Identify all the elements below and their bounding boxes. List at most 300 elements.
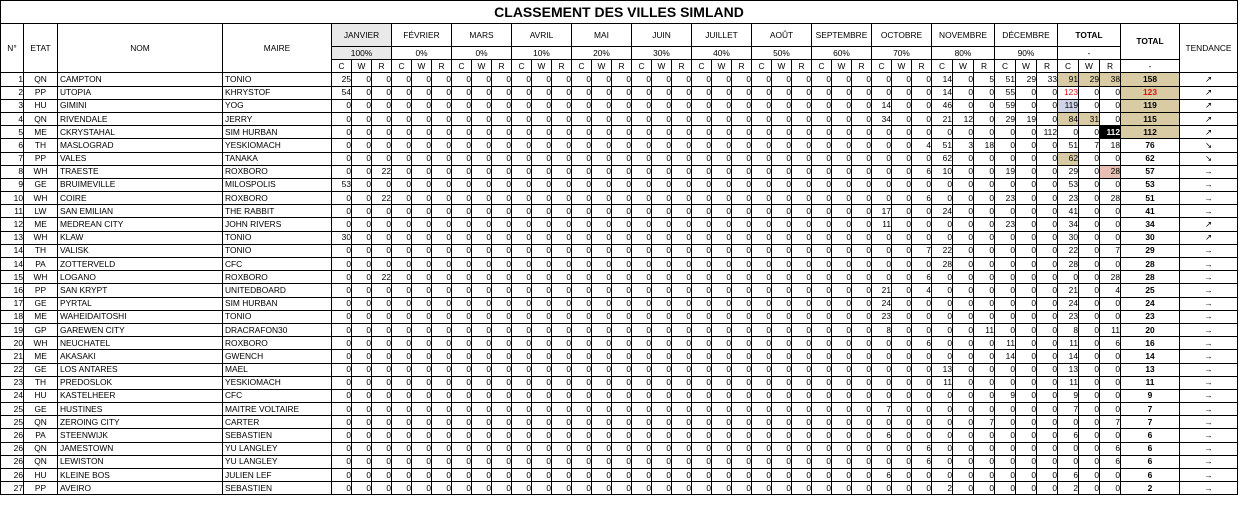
rank-cell[interactable]: 7 bbox=[1, 152, 24, 165]
total-part-cell[interactable]: 91 bbox=[1058, 73, 1079, 86]
score-cell[interactable]: 0 bbox=[332, 205, 352, 218]
score-cell[interactable]: 0 bbox=[632, 231, 652, 244]
sub-header-r[interactable]: R bbox=[492, 60, 512, 73]
score-cell[interactable]: 0 bbox=[632, 376, 652, 389]
score-cell[interactable]: 0 bbox=[892, 455, 912, 468]
sub-header-w[interactable]: W bbox=[352, 60, 372, 73]
score-cell[interactable]: 0 bbox=[932, 178, 953, 191]
score-cell[interactable]: 0 bbox=[532, 258, 552, 271]
score-cell[interactable]: 0 bbox=[412, 337, 432, 350]
trend-arrow-icon[interactable]: → bbox=[1180, 244, 1238, 257]
score-cell[interactable]: 0 bbox=[974, 310, 995, 323]
score-cell[interactable]: 4 bbox=[912, 284, 932, 297]
score-cell[interactable]: 0 bbox=[1016, 442, 1037, 455]
month-header[interactable]: JUIN bbox=[632, 24, 692, 47]
score-cell[interactable]: 0 bbox=[1016, 178, 1037, 191]
score-cell[interactable]: 0 bbox=[932, 469, 953, 482]
score-cell[interactable]: 0 bbox=[552, 284, 572, 297]
etat-cell[interactable]: PP bbox=[24, 152, 58, 165]
score-cell[interactable]: 0 bbox=[472, 297, 492, 310]
score-cell[interactable]: 0 bbox=[852, 205, 872, 218]
total-part-cell[interactable]: 0 bbox=[1079, 192, 1100, 205]
score-cell[interactable]: 0 bbox=[372, 126, 392, 139]
score-cell[interactable]: 0 bbox=[412, 165, 432, 178]
score-cell[interactable]: 0 bbox=[432, 192, 452, 205]
score-cell[interactable]: 0 bbox=[932, 231, 953, 244]
score-cell[interactable]: 0 bbox=[732, 363, 752, 376]
score-cell[interactable]: 0 bbox=[392, 389, 412, 402]
score-cell[interactable]: 0 bbox=[412, 152, 432, 165]
score-cell[interactable]: 0 bbox=[852, 297, 872, 310]
score-cell[interactable]: 0 bbox=[652, 284, 672, 297]
score-cell[interactable]: 0 bbox=[472, 271, 492, 284]
total-part-cell[interactable]: 62 bbox=[1058, 152, 1079, 165]
mayor-cell[interactable]: CFC bbox=[223, 258, 332, 271]
total-part-cell[interactable]: 0 bbox=[1100, 403, 1121, 416]
total-part-cell[interactable]: 23 bbox=[1058, 310, 1079, 323]
mayor-cell[interactable]: JOHN RIVERS bbox=[223, 218, 332, 231]
mayor-cell[interactable]: SIM HURBAN bbox=[223, 126, 332, 139]
score-cell[interactable]: 0 bbox=[974, 403, 995, 416]
score-cell[interactable]: 0 bbox=[974, 244, 995, 257]
city-name-cell[interactable]: WAHEIDAITOSHI bbox=[58, 310, 223, 323]
score-cell[interactable]: 0 bbox=[432, 297, 452, 310]
score-cell[interactable]: 0 bbox=[953, 442, 974, 455]
total-part-cell[interactable]: 2 bbox=[1058, 482, 1079, 495]
score-cell[interactable]: 0 bbox=[572, 99, 592, 112]
score-cell[interactable]: 0 bbox=[372, 231, 392, 244]
etat-cell[interactable]: HU bbox=[24, 469, 58, 482]
score-cell[interactable]: 0 bbox=[932, 455, 953, 468]
score-cell[interactable]: 0 bbox=[352, 152, 372, 165]
score-cell[interactable]: 0 bbox=[712, 218, 732, 231]
score-cell[interactable]: 0 bbox=[1016, 258, 1037, 271]
score-cell[interactable]: 0 bbox=[472, 310, 492, 323]
total-part-cell[interactable]: 0 bbox=[1079, 99, 1100, 112]
score-cell[interactable]: 0 bbox=[412, 416, 432, 429]
score-cell[interactable]: 0 bbox=[552, 455, 572, 468]
score-cell[interactable]: 0 bbox=[492, 165, 512, 178]
score-cell[interactable]: 0 bbox=[712, 271, 732, 284]
score-cell[interactable]: 0 bbox=[532, 363, 552, 376]
sub-header-c[interactable]: C bbox=[332, 60, 352, 73]
score-cell[interactable]: 0 bbox=[392, 192, 412, 205]
score-cell[interactable]: 0 bbox=[932, 337, 953, 350]
trend-arrow-icon[interactable]: → bbox=[1180, 416, 1238, 429]
score-cell[interactable]: 0 bbox=[332, 112, 352, 125]
score-cell[interactable]: 0 bbox=[692, 112, 712, 125]
score-cell[interactable]: 0 bbox=[472, 284, 492, 297]
score-cell[interactable]: 0 bbox=[792, 442, 812, 455]
score-cell[interactable]: 0 bbox=[832, 416, 852, 429]
score-cell[interactable]: 0 bbox=[572, 310, 592, 323]
score-cell[interactable]: 0 bbox=[772, 297, 792, 310]
score-cell[interactable]: 0 bbox=[752, 310, 772, 323]
tendance-header[interactable]: TENDANCE bbox=[1180, 24, 1238, 73]
mayor-cell[interactable]: TONIO bbox=[223, 310, 332, 323]
score-cell[interactable]: 0 bbox=[472, 73, 492, 86]
score-cell[interactable]: 0 bbox=[932, 403, 953, 416]
total-cell[interactable]: 6 bbox=[1121, 442, 1180, 455]
score-cell[interactable]: 0 bbox=[772, 376, 792, 389]
total-cell[interactable]: 13 bbox=[1121, 363, 1180, 376]
total-part-cell[interactable]: 0 bbox=[1079, 205, 1100, 218]
score-cell[interactable]: 0 bbox=[1037, 112, 1058, 125]
score-cell[interactable]: 0 bbox=[792, 165, 812, 178]
score-cell[interactable]: 0 bbox=[452, 429, 472, 442]
score-cell[interactable]: 0 bbox=[872, 152, 892, 165]
score-cell[interactable]: 0 bbox=[512, 323, 532, 336]
sub-header-c[interactable]: C bbox=[812, 60, 832, 73]
score-cell[interactable]: 0 bbox=[652, 310, 672, 323]
score-cell[interactable]: 0 bbox=[472, 205, 492, 218]
score-cell[interactable]: 0 bbox=[732, 323, 752, 336]
trend-arrow-icon[interactable]: → bbox=[1180, 297, 1238, 310]
score-cell[interactable]: 0 bbox=[552, 258, 572, 271]
score-cell[interactable]: 0 bbox=[1037, 231, 1058, 244]
score-cell[interactable]: 0 bbox=[1037, 86, 1058, 99]
total-part-cell[interactable]: 51 bbox=[1058, 139, 1079, 152]
score-cell[interactable]: 0 bbox=[532, 126, 552, 139]
score-cell[interactable]: 0 bbox=[752, 73, 772, 86]
city-name-cell[interactable]: KLEINE BOS bbox=[58, 469, 223, 482]
score-cell[interactable]: 0 bbox=[452, 469, 472, 482]
score-cell[interactable]: 0 bbox=[832, 482, 852, 495]
total-cwr-header[interactable]: TOTAL bbox=[1058, 24, 1121, 47]
score-cell[interactable]: 0 bbox=[932, 350, 953, 363]
score-cell[interactable]: 0 bbox=[652, 482, 672, 495]
score-cell[interactable]: 0 bbox=[492, 139, 512, 152]
score-cell[interactable]: 0 bbox=[812, 350, 832, 363]
score-cell[interactable]: 0 bbox=[892, 192, 912, 205]
score-cell[interactable]: 0 bbox=[492, 310, 512, 323]
rank-cell[interactable]: 20 bbox=[1, 337, 24, 350]
score-cell[interactable]: 0 bbox=[432, 152, 452, 165]
score-cell[interactable]: 0 bbox=[812, 218, 832, 231]
score-cell[interactable]: 0 bbox=[732, 442, 752, 455]
total-part-cell[interactable]: 112 bbox=[1100, 126, 1121, 139]
score-cell[interactable]: 0 bbox=[732, 205, 752, 218]
score-cell[interactable]: 0 bbox=[492, 284, 512, 297]
score-cell[interactable]: 0 bbox=[412, 112, 432, 125]
sub-header-r[interactable]: R bbox=[912, 60, 932, 73]
score-cell[interactable]: 0 bbox=[792, 152, 812, 165]
score-cell[interactable]: 0 bbox=[692, 429, 712, 442]
score-cell[interactable]: 0 bbox=[974, 297, 995, 310]
score-cell[interactable]: 0 bbox=[472, 416, 492, 429]
score-cell[interactable]: 0 bbox=[512, 337, 532, 350]
score-cell[interactable]: 0 bbox=[332, 469, 352, 482]
score-cell[interactable]: 0 bbox=[452, 350, 472, 363]
city-name-cell[interactable]: MASLOGRAD bbox=[58, 139, 223, 152]
month-weight[interactable]: 70% bbox=[872, 47, 932, 60]
score-cell[interactable]: 0 bbox=[712, 376, 732, 389]
sub-header-w[interactable]: W bbox=[412, 60, 432, 73]
score-cell[interactable]: 0 bbox=[732, 350, 752, 363]
score-cell[interactable]: 0 bbox=[792, 389, 812, 402]
score-cell[interactable]: 0 bbox=[632, 469, 652, 482]
score-cell[interactable]: 0 bbox=[812, 297, 832, 310]
score-cell[interactable]: 0 bbox=[592, 310, 612, 323]
score-cell[interactable]: 0 bbox=[892, 482, 912, 495]
total-part-cell[interactable]: 22 bbox=[1058, 244, 1079, 257]
score-cell[interactable]: 0 bbox=[995, 455, 1016, 468]
score-cell[interactable]: 0 bbox=[672, 258, 692, 271]
score-cell[interactable]: 0 bbox=[953, 297, 974, 310]
score-cell[interactable]: 0 bbox=[912, 178, 932, 191]
score-cell[interactable]: 0 bbox=[432, 205, 452, 218]
score-cell[interactable]: 0 bbox=[512, 350, 532, 363]
score-cell[interactable]: 0 bbox=[792, 337, 812, 350]
etat-cell[interactable]: TH bbox=[24, 139, 58, 152]
score-cell[interactable]: 0 bbox=[592, 416, 612, 429]
score-cell[interactable]: 0 bbox=[1016, 310, 1037, 323]
score-cell[interactable]: 0 bbox=[752, 469, 772, 482]
score-cell[interactable]: 0 bbox=[532, 231, 552, 244]
score-cell[interactable]: 0 bbox=[1037, 99, 1058, 112]
score-cell[interactable]: 0 bbox=[332, 389, 352, 402]
score-cell[interactable]: 0 bbox=[352, 442, 372, 455]
total-part-cell[interactable]: 34 bbox=[1058, 218, 1079, 231]
sub-header-r[interactable]: R bbox=[612, 60, 632, 73]
score-cell[interactable]: 0 bbox=[412, 297, 432, 310]
city-name-cell[interactable]: TRAESTE bbox=[58, 165, 223, 178]
city-name-cell[interactable]: LEWISTON bbox=[58, 455, 223, 468]
score-cell[interactable]: 0 bbox=[974, 99, 995, 112]
score-cell[interactable]: 0 bbox=[1037, 469, 1058, 482]
etat-cell[interactable]: QN bbox=[24, 112, 58, 125]
score-cell[interactable]: 6 bbox=[912, 337, 932, 350]
rank-cell[interactable]: 21 bbox=[1, 350, 24, 363]
score-cell[interactable]: 0 bbox=[812, 416, 832, 429]
score-cell[interactable]: 0 bbox=[692, 152, 712, 165]
score-cell[interactable]: 0 bbox=[852, 284, 872, 297]
score-cell[interactable]: 0 bbox=[612, 403, 632, 416]
score-cell[interactable]: 0 bbox=[712, 231, 732, 244]
score-cell[interactable]: 0 bbox=[352, 284, 372, 297]
score-cell[interactable]: 0 bbox=[974, 205, 995, 218]
score-cell[interactable]: 0 bbox=[872, 192, 892, 205]
score-cell[interactable]: 30 bbox=[332, 231, 352, 244]
score-cell[interactable]: 0 bbox=[572, 482, 592, 495]
score-cell[interactable]: 0 bbox=[432, 442, 452, 455]
sub-header-c[interactable]: C bbox=[572, 60, 592, 73]
score-cell[interactable]: 0 bbox=[792, 271, 812, 284]
score-cell[interactable]: 0 bbox=[572, 192, 592, 205]
total-part-cell[interactable]: 0 bbox=[1100, 297, 1121, 310]
score-cell[interactable]: 7 bbox=[872, 403, 892, 416]
score-cell[interactable]: 0 bbox=[412, 403, 432, 416]
score-cell[interactable]: 0 bbox=[432, 86, 452, 99]
score-cell[interactable]: 0 bbox=[332, 442, 352, 455]
score-cell[interactable]: 0 bbox=[892, 244, 912, 257]
score-cell[interactable]: 0 bbox=[732, 218, 752, 231]
total-part-cell[interactable]: 7 bbox=[1058, 403, 1079, 416]
score-cell[interactable]: 0 bbox=[612, 178, 632, 191]
score-cell[interactable]: 0 bbox=[432, 389, 452, 402]
etat-cell[interactable]: GP bbox=[24, 323, 58, 336]
score-cell[interactable]: 0 bbox=[974, 337, 995, 350]
score-cell[interactable]: 0 bbox=[852, 112, 872, 125]
score-cell[interactable]: 0 bbox=[732, 284, 752, 297]
rank-cell[interactable]: 14 bbox=[1, 244, 24, 257]
score-cell[interactable]: 0 bbox=[1037, 455, 1058, 468]
score-cell[interactable]: 0 bbox=[432, 178, 452, 191]
score-cell[interactable]: 0 bbox=[732, 416, 752, 429]
score-cell[interactable]: 0 bbox=[932, 284, 953, 297]
score-cell[interactable]: 0 bbox=[572, 231, 592, 244]
score-cell[interactable]: 11 bbox=[995, 337, 1016, 350]
score-cell[interactable]: 0 bbox=[772, 205, 792, 218]
score-cell[interactable]: 0 bbox=[332, 416, 352, 429]
score-cell[interactable]: 0 bbox=[352, 112, 372, 125]
mayor-cell[interactable]: JULIEN LEF bbox=[223, 469, 332, 482]
total-cell[interactable]: 30 bbox=[1121, 231, 1180, 244]
score-cell[interactable]: 0 bbox=[612, 139, 632, 152]
total-cell[interactable]: 16 bbox=[1121, 337, 1180, 350]
trend-arrow-icon[interactable]: ↗ bbox=[1180, 231, 1238, 244]
score-cell[interactable]: 0 bbox=[632, 284, 652, 297]
score-cell[interactable]: 0 bbox=[995, 429, 1016, 442]
score-cell[interactable]: 0 bbox=[392, 429, 412, 442]
score-cell[interactable]: 0 bbox=[592, 244, 612, 257]
score-cell[interactable]: 0 bbox=[1037, 376, 1058, 389]
score-cell[interactable]: 0 bbox=[953, 178, 974, 191]
score-cell[interactable]: 0 bbox=[953, 271, 974, 284]
score-cell[interactable]: 0 bbox=[832, 403, 852, 416]
score-cell[interactable]: 0 bbox=[452, 323, 472, 336]
score-cell[interactable]: 0 bbox=[953, 231, 974, 244]
total-part-cell[interactable]: 13 bbox=[1058, 363, 1079, 376]
etat-cell[interactable]: LW bbox=[24, 205, 58, 218]
score-cell[interactable]: 0 bbox=[832, 271, 852, 284]
score-cell[interactable]: 0 bbox=[472, 178, 492, 191]
score-cell[interactable]: 0 bbox=[995, 205, 1016, 218]
score-cell[interactable]: 0 bbox=[432, 429, 452, 442]
score-cell[interactable]: 0 bbox=[692, 126, 712, 139]
score-cell[interactable]: 0 bbox=[472, 112, 492, 125]
city-name-cell[interactable]: PREDOSLOK bbox=[58, 376, 223, 389]
sub-header-w[interactable]: W bbox=[532, 60, 552, 73]
sub-header-w[interactable]: W bbox=[892, 60, 912, 73]
score-cell[interactable]: 0 bbox=[332, 350, 352, 363]
sub-header-r[interactable]: R bbox=[974, 60, 995, 73]
trend-arrow-icon[interactable]: ↗ bbox=[1180, 99, 1238, 112]
score-cell[interactable]: 29 bbox=[995, 112, 1016, 125]
score-cell[interactable]: 0 bbox=[372, 337, 392, 350]
score-cell[interactable]: 0 bbox=[512, 218, 532, 231]
score-cell[interactable]: 0 bbox=[872, 244, 892, 257]
score-cell[interactable]: 0 bbox=[812, 205, 832, 218]
score-cell[interactable]: 0 bbox=[832, 363, 852, 376]
score-cell[interactable]: 0 bbox=[392, 231, 412, 244]
score-cell[interactable]: 0 bbox=[732, 455, 752, 468]
score-cell[interactable]: 0 bbox=[652, 271, 672, 284]
score-cell[interactable]: 0 bbox=[892, 429, 912, 442]
score-cell[interactable]: 0 bbox=[672, 192, 692, 205]
score-cell[interactable]: 0 bbox=[732, 244, 752, 257]
score-cell[interactable]: 0 bbox=[892, 416, 912, 429]
score-cell[interactable]: 0 bbox=[692, 337, 712, 350]
score-cell[interactable]: 0 bbox=[352, 310, 372, 323]
score-cell[interactable]: 0 bbox=[692, 244, 712, 257]
score-cell[interactable]: 0 bbox=[1016, 337, 1037, 350]
score-cell[interactable]: 0 bbox=[974, 178, 995, 191]
score-cell[interactable]: 0 bbox=[672, 350, 692, 363]
score-cell[interactable]: 0 bbox=[692, 310, 712, 323]
score-cell[interactable]: 0 bbox=[953, 376, 974, 389]
score-cell[interactable]: 0 bbox=[832, 126, 852, 139]
score-cell[interactable]: 0 bbox=[412, 73, 432, 86]
total-part-cell[interactable]: 0 bbox=[1079, 284, 1100, 297]
total-part-cell[interactable]: 0 bbox=[1058, 271, 1079, 284]
score-cell[interactable]: 0 bbox=[372, 178, 392, 191]
score-cell[interactable]: 0 bbox=[452, 178, 472, 191]
score-cell[interactable]: 0 bbox=[1016, 231, 1037, 244]
score-cell[interactable]: 0 bbox=[932, 389, 953, 402]
score-cell[interactable]: 0 bbox=[632, 455, 652, 468]
score-cell[interactable]: 0 bbox=[472, 429, 492, 442]
city-name-cell[interactable]: GAREWEN CITY bbox=[58, 323, 223, 336]
score-cell[interactable]: 0 bbox=[832, 73, 852, 86]
score-cell[interactable]: 0 bbox=[892, 376, 912, 389]
score-cell[interactable]: 0 bbox=[612, 350, 632, 363]
mayor-cell[interactable]: TONIO bbox=[223, 231, 332, 244]
score-cell[interactable]: 0 bbox=[612, 244, 632, 257]
score-cell[interactable]: 0 bbox=[812, 139, 832, 152]
total-part-cell[interactable]: 14 bbox=[1058, 350, 1079, 363]
score-cell[interactable]: 0 bbox=[852, 99, 872, 112]
score-cell[interactable]: 0 bbox=[752, 139, 772, 152]
score-cell[interactable]: 0 bbox=[452, 403, 472, 416]
mayor-cell[interactable]: SEBASTIEN bbox=[223, 429, 332, 442]
etat-cell[interactable]: HU bbox=[24, 99, 58, 112]
total-part-cell[interactable]: 0 bbox=[1100, 482, 1121, 495]
score-cell[interactable]: 0 bbox=[1037, 350, 1058, 363]
month-header[interactable]: MAI bbox=[572, 24, 632, 47]
score-cell[interactable]: 0 bbox=[392, 178, 412, 191]
city-name-cell[interactable]: HUSTINES bbox=[58, 403, 223, 416]
score-cell[interactable]: 0 bbox=[872, 86, 892, 99]
score-cell[interactable]: 0 bbox=[592, 218, 612, 231]
score-cell[interactable]: 0 bbox=[552, 126, 572, 139]
score-cell[interactable]: 0 bbox=[632, 403, 652, 416]
score-cell[interactable]: 0 bbox=[872, 258, 892, 271]
score-cell[interactable]: 0 bbox=[512, 416, 532, 429]
score-cell[interactable]: 0 bbox=[332, 258, 352, 271]
mayor-cell[interactable]: DRACRAFON30 bbox=[223, 323, 332, 336]
score-cell[interactable]: 0 bbox=[892, 284, 912, 297]
total-part-cell[interactable]: 53 bbox=[1058, 178, 1079, 191]
score-cell[interactable]: 14 bbox=[932, 73, 953, 86]
score-cell[interactable]: 0 bbox=[832, 86, 852, 99]
score-cell[interactable]: 0 bbox=[752, 429, 772, 442]
score-cell[interactable]: 0 bbox=[532, 442, 552, 455]
trend-arrow-icon[interactable]: → bbox=[1180, 469, 1238, 482]
score-cell[interactable]: 0 bbox=[552, 152, 572, 165]
score-cell[interactable]: 0 bbox=[392, 271, 412, 284]
score-cell[interactable]: 0 bbox=[352, 244, 372, 257]
rank-cell[interactable]: 17 bbox=[1, 297, 24, 310]
score-cell[interactable]: 0 bbox=[572, 112, 592, 125]
score-cell[interactable]: 0 bbox=[792, 376, 812, 389]
rank-cell[interactable]: 25 bbox=[1, 403, 24, 416]
score-cell[interactable]: 0 bbox=[432, 126, 452, 139]
score-cell[interactable]: 0 bbox=[772, 126, 792, 139]
score-cell[interactable]: 0 bbox=[772, 99, 792, 112]
score-cell[interactable]: 0 bbox=[1016, 376, 1037, 389]
score-cell[interactable]: 0 bbox=[772, 403, 792, 416]
